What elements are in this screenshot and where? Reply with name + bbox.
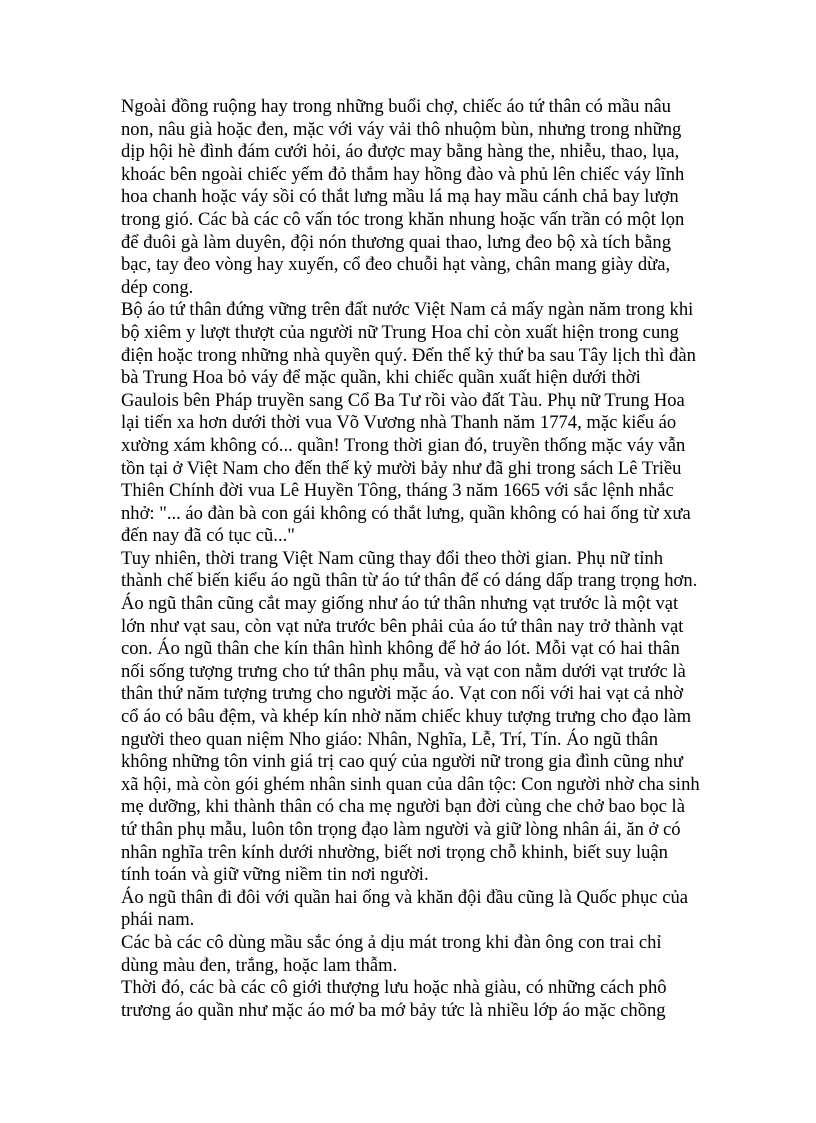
paragraph-ao-ngu-than: Áo ngũ thân cũng cắt may giống như áo tứ thân nhưng vạt trước là một vạt lớn như vạt sau, còn vạt nửa trước bên phải của áo tứ thân nay trở thành vạt con. Áo ngũ thân che kín thân hình không để hở áo lót. Mỗi vạt có hai thân nối sống tượng trưng cho tứ thân phụ mẫu, và vạt con nằm dưới vạt trước là thân thứ năm tượng trưng cho người mặc áo. Vạt con nối với hai vạt cả nhờ cổ áo có bâu đệm, và khép kín nhờ năm chiếc khuy tượng trưng cho đạo làm người theo quan niệm Nho giáo: Nhân, Nghĩa, Lễ, Trí, Tín. Áo ngũ thân không những tôn vinh giá trị cao quý của người nữ trong gia đình cũng như xã hội, mà còn gói ghém nhân sinh quan của dân tộc: Con người nhờ cha sinh mẹ dưỡng, khi thành thân có cha mẹ người bạn đời cùng che chở bao bọc là tứ thân phụ mẫu, luôn tôn trọng đạo làm người và giữ lòng nhân ái, ăn ở có nhân nghĩa trên kính dưới nhường, biết nơi trọng chỗ khinh, biết suy luận tính toán và giữ vững niềm tin nơi người. xyxy=(121,593,700,886)
paragraph-history: Bộ áo tứ thân đứng vững trên đất nước Việt Nam cả mấy ngàn năm trong khi bộ xiêm y lượt thượt của người nữ Trung Hoa chỉ còn xuất hiện trong cung điện hoặc trong những nhà quyền quý. Đến thế kỷ thứ ba sau Tây lịch thì đàn bà Trung Hoa bỏ váy để mặc quần, khi chiếc quần xuất hiện dưới thời Gaulois bên Pháp truyền sang Cổ Ba Tư rồi vào đất Tàu. Phụ nữ Trung Hoa lại tiến xa hơn dưới thời vua Võ Vương nhà Thanh năm 1774, mặc kiểu áo xường xám không có... quần! Trong thời gian đó, truyền thống mặc váy vẫn tồn tại ở Việt Nam cho đến thế kỷ mười bảy như đã ghi trong sách Lê Triều Thiên Chính đời vua Lê Huyền Tông, tháng 3 năm 1665 với sắc lệnh nhắc nhở: "... áo đàn bà con gái không có thắt lưng, quần không có hai ống từ xưa đến nay đã có tục cũ..." xyxy=(121,299,696,547)
paragraph-colors: Các bà các cô dùng mầu sắc óng ả dịu mát trong khi đàn ông con trai chỉ dùng màu đen, trắng, hoặc lam thẫm. xyxy=(121,931,662,976)
paragraph-fashion-change: Tuy nhiên, thời trang Việt Nam cũng thay đổi theo thời gian. Phụ nữ tỉnh thành chế biến kiểu áo ngũ thân từ áo tứ thân để có dáng dấp trang trọng hơn. xyxy=(121,547,698,592)
paragraph-traditional-dress: Ngoài đồng ruộng hay trong những buổi chợ, chiếc áo tứ thân có mầu nâu non, nâu già hoặc đen, mặc với váy vải thô nhuộm bùn, nhưng trong những dịp hội hè đình đám cưới hỏi, áo được may bằng hàng the, nhiễu, thao, lụa, khoác bên ngoài chiếc yếm đỏ thắm hay hồng đào và phủ lên chiếc váy lĩnh hoa chanh hoặc váy sồi có thắt lưng mầu lá mạ hay mầu cánh chả bay lượn trong gió. Các bà các cô vấn tóc trong khăn nhung hoặc vấn trần có một lọn để đuôi gà làm duyên, đội nón thương quai thao, lưng đeo bộ xà tích bằng bạc, tay đeo vòng hay xuyến, cổ đeo chuỗi hạt vàng, chân mang giày dừa, dép cong. xyxy=(121,96,685,298)
paragraph-menswear: Áo ngũ thân đi đôi với quần hai ống và khăn đội đầu cũng là Quốc phục của phái nam. xyxy=(121,886,689,931)
paragraph-upper-class: Thời đó, các bà các cô giới thượng lưu hoặc nhà giàu, có những cách phô trương áo quần như mặc áo mớ ba mớ bảy tức là nhiều lớp áo mặc chồng xyxy=(121,977,667,1021)
document-page xyxy=(121,96,701,1022)
